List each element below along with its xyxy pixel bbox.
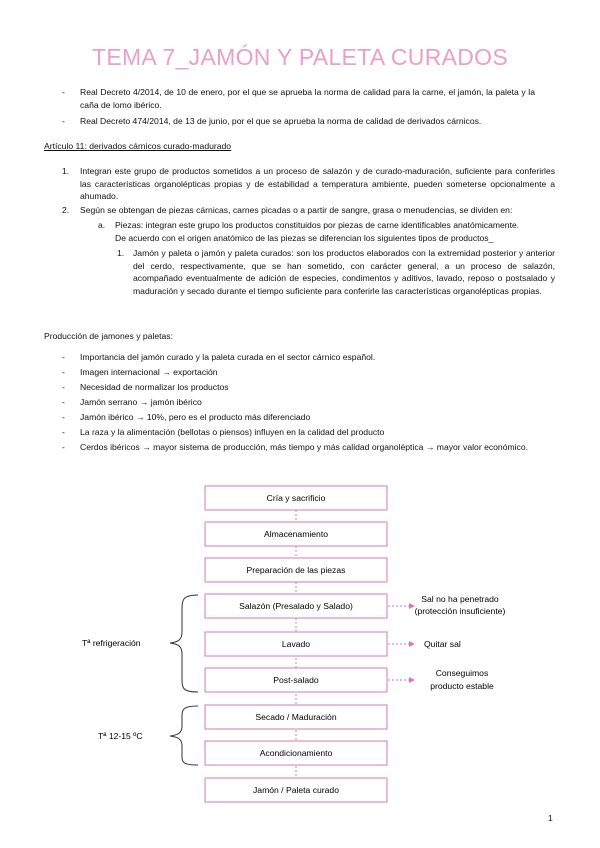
production-item: Cerdos ibéricos → mayor sistema de producción, más tiempo y más calidad organoléptica → mayor valor económico.	[80, 442, 529, 452]
flow-step-final	[205, 778, 387, 802]
note-postsalado: producto estable	[430, 681, 494, 691]
flow-step-preparacion	[205, 558, 387, 582]
flow-step-label: Lavado	[281, 639, 311, 649]
list-dash: -	[62, 412, 65, 422]
sub-item-line: Piezas: integran este grupo los productos constituidos por piezas de carne identificables anatómicamente.	[115, 220, 520, 230]
flow-step-secado	[205, 705, 387, 729]
flow-step-postsalado	[205, 668, 387, 692]
production-item: La raza y la alimentación (bellotas o piensos) influyen en la calidad del producto	[80, 427, 385, 437]
flow-step-label: Acondicionamiento	[259, 748, 333, 758]
list-number: 1.	[62, 166, 70, 176]
flow-step-label: Almacenamiento	[263, 529, 329, 539]
flow-step-acondicionamiento	[205, 741, 387, 765]
flow-step-label: Secado / Maduración	[255, 712, 337, 722]
production-item: Necesidad de normalizar los productos	[80, 382, 229, 392]
list-dash: -	[62, 427, 65, 437]
list-dash: -	[62, 397, 65, 407]
flow-step-label: Post-salado	[273, 675, 319, 685]
list-dash: -	[62, 352, 65, 362]
bracket-refrigeracion	[170, 595, 198, 692]
list-dash: -	[62, 442, 65, 452]
note-salazon: Sal no ha penetrado	[421, 594, 499, 604]
list-letter: a.	[98, 220, 106, 230]
production-item: Imagen internacional → exportación	[80, 367, 218, 377]
production-item: Jamón ibérico → 10%, pero es el producto más diferenciado	[80, 412, 311, 422]
list-dash: -	[62, 367, 65, 377]
page-title: TEMA 7_JAMÓN Y PALETA CURADOS	[91, 44, 508, 70]
flow-step-label: Salazón (Presalado y Salado)	[239, 601, 353, 611]
flow-step-lavado	[205, 632, 387, 656]
decree-item: Real Decreto 474/2014, de 13 de junio, por el que se aprueba la norma de calidad de derivados cárnicos.	[80, 116, 482, 126]
section-heading: Producción de jamones y paletas:	[44, 331, 173, 341]
flow-step-cria	[205, 486, 387, 510]
production-item: Jamón serrano → jamón ibérico	[80, 397, 202, 407]
decree-item: Real Decreto 4/2014, de 10 de enero, por el que se aprueba la norma de calidad para la carne, el jamón, la paleta y la caña de lomo ibérico.	[80, 87, 535, 110]
flow-step-label: Jamón / Paleta curado	[253, 785, 339, 795]
list-dash: -	[62, 382, 65, 392]
note-lavado: Quitar sal	[424, 639, 461, 649]
numbered-item: Según se obtengan de piezas cárnicas, carnes picadas o a partir de sangre, grasa o menudencias, se dividen en:	[80, 205, 513, 215]
sub-sub-item: Jamón y paleta o jamón y paleta curados: son los productos elaborados con la extremidad posterior y anterior del cerdo, respectivamente, que se han sometido, con carácter general, a un proceso de salazón, acompañado eventualmente de adición de especies, condimentos y aditivos, lavado, reposo o postsalado y maduración y secado durante el tiempo suficiente para conferirle las características organolépticas propias.	[133, 248, 555, 296]
list-number: 1.	[117, 248, 125, 258]
list-number: 2.	[62, 205, 70, 215]
note-salazon: (protección insuficiente)	[414, 606, 506, 616]
page-number: 1	[548, 813, 553, 823]
numbered-item: Integran este grupo de productos sometidos a un proceso de salazón y de curado-maduración, suficiente para conferirles las características organolépticas propias y de estabilidad a temperatura ambiente, pueden someterse opcionalmente a ahumado.	[80, 166, 555, 201]
flow-step-salazon	[205, 594, 387, 618]
list-dash: -	[62, 87, 65, 97]
bracket-secado	[170, 706, 198, 765]
list-dash: -	[62, 116, 65, 126]
note-postsalado: Conseguimos	[435, 668, 489, 678]
label-refrigeracion: Tª refrigeración	[82, 638, 141, 648]
label-secado-temp: Tª 12-15 ºC	[98, 731, 143, 741]
sub-item-line: De acuerdo con el origen anatómico de las piezas se diferencian los siguientes tipos de productos_	[115, 233, 494, 243]
production-item: Importancia del jamón curado y la paleta curada en el sector cárnico español.	[80, 352, 376, 362]
flow-step-label: Cría y sacrificio	[266, 493, 326, 503]
article-heading: Artículo 11: derivados cárnicos curado-madurado	[44, 141, 232, 151]
flow-step-almacenamiento	[205, 522, 387, 546]
flow-step-label: Preparación de las piezas	[246, 565, 346, 575]
